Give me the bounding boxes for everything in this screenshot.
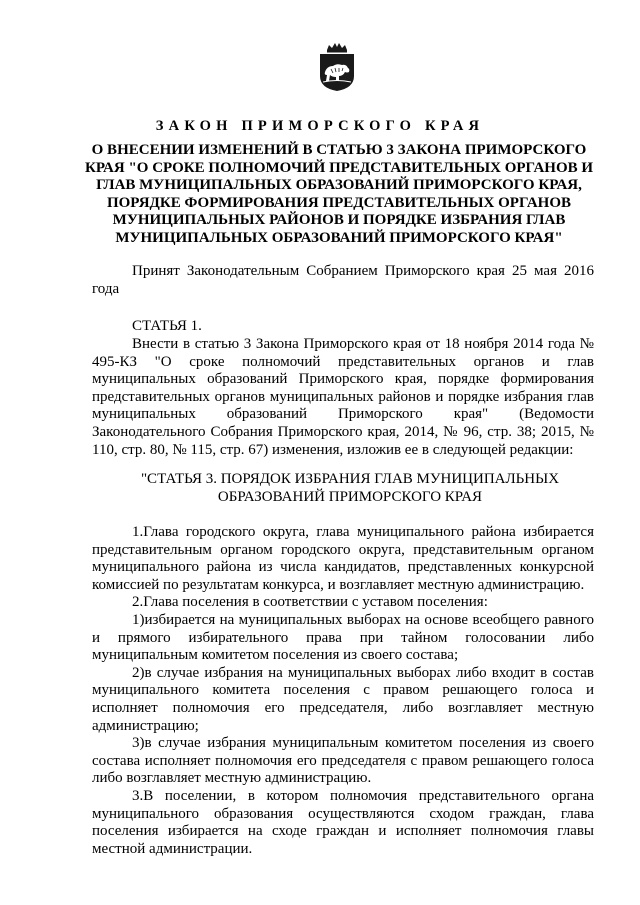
article-1-heading: СТАТЬЯ 1. <box>132 318 202 334</box>
paragraph-2: 2.Глава поселения в соответствии с уставом поселения: <box>132 594 488 611</box>
article-3-heading-line-2: ОБРАЗОВАНИЙ ПРИМОРСКОГО КРАЯ <box>217 488 483 505</box>
paragraph-2-item-1: 1)избирается на муниципальных выборах на основе всеобщего равного и прямого избирательного права при тайном голосовании либо муниципальным комитетом поселения из своего состава; <box>92 611 594 664</box>
paragraph-1: 1.Глава городского округа, глава муниципального района избирается представительным органом городского округа, представительным органом муниципального района из числа кандидатов, представленных конкурсной комиссией по результатам конкурса, и возглавляет местную администрацию. <box>92 524 594 593</box>
paragraph-3: 3.В поселении, в котором полномочия представительного органа муниципального образования осуществляются сходом граждан, глава поселения избирается на сходе граждан и исполняет полномочия главы местной администрации. <box>92 787 594 857</box>
paragraph-2-item-3: 3)в случае избрания муниципальным комитетом поселения из своего состава исполняет полномочия его председателя с правом решающего голоса либо возглавляет местную администрацию. <box>92 735 594 787</box>
article-3-body <box>92 524 594 858</box>
article-3-heading-line-1: "СТАТЬЯ 3. ПОРЯДОК ИЗБРАНИЯ ГЛАВ МУНИЦИПАЛЬНЫХ <box>140 471 560 487</box>
article-1-text: Внести в статью 3 Закона Приморского края от 18 ноября 2014 года № 495-КЗ "О сроке полномочий представительных органов и глав муниципальных образований Приморского края, порядке формирования представительных органов муниципальных районов и порядке избрания глав муниципальных образований Приморского края" (Ведомости Законодательного Собрания Приморского края, 2014, № 96, стр. 38; 2015, № 110, стр. 80, № 115, стр. 67) изменения, изложив ее в следующей редакции: <box>92 336 594 458</box>
law-subtitle: О ВНЕСЕНИИ ИЗМЕНЕНИЙ В СТАТЬЮ 3 ЗАКОНА ПРИМОРСКОГО КРАЯ "О СРОКЕ ПОЛНОМОЧИЙ ПРЕДСТАВИТЕЛЬНЫХ ОРГАНОВ И ГЛАВ МУНИЦИПАЛЬНЫХ ОБРАЗОВАНИЙ ПРИМОРСКОГО КРАЯ, ПОРЯДКЕ ФОРМИРОВАНИЯ ПРЕДСТАВИТЕЛЬНЫХ ОРГАНОВ МУНИЦИПАЛЬНЫХ РАЙОНОВ И ПОРЯДКЕ ИЗБРАНИЯ ГЛАВ МУНИЦИПАЛЬНЫХ ОБРАЗОВАНИЙ ПРИМОРСКОГО КРАЯ" <box>84 142 594 246</box>
adoption-note: Принят Законодательным Собранием Приморского края 25 мая 2016 года <box>92 263 594 297</box>
law-title: ЗАКОН ПРИМОРСКОГО КРАЯ <box>155 118 485 134</box>
paragraph-2-item-2: 2)в случае избрания на муниципальных выборах либо входит в состав муниципального комитета поселения с правом решающего голоса и исполняет полномочия его председателя, либо возглавляет местную администрацию; <box>92 664 594 734</box>
coat-of-arms-icon <box>317 42 357 92</box>
article-3-heading <box>120 471 580 506</box>
